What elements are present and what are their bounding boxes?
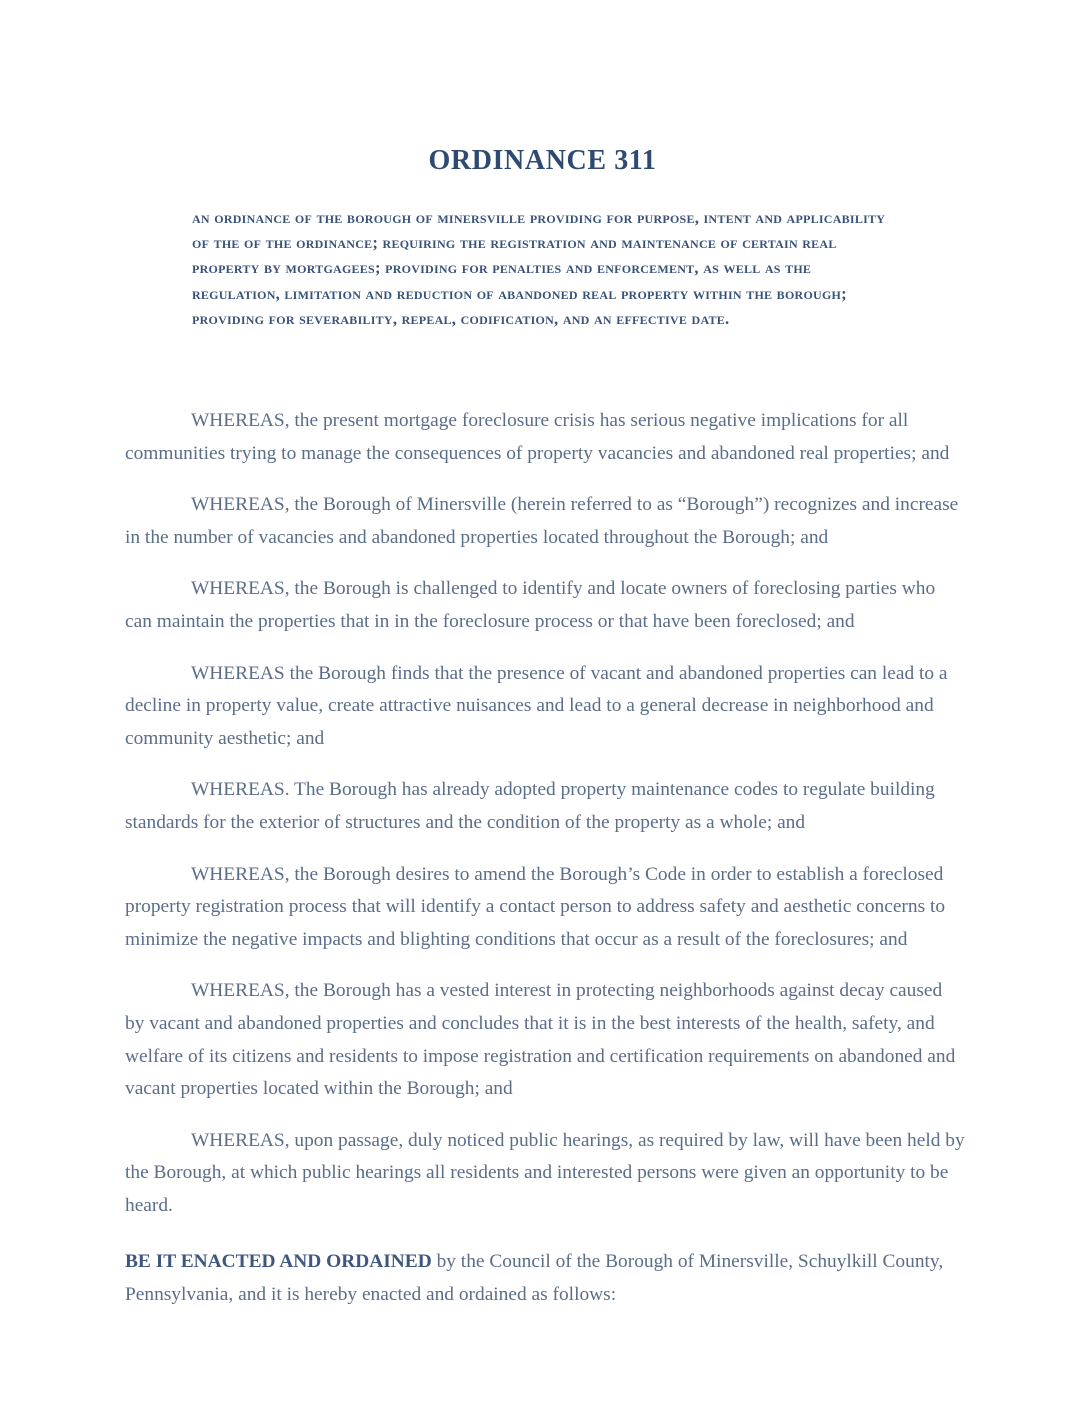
whereas-paragraph-2: WHEREAS, the Borough of Minersville (herein referred to as “Borough”) recognizes and increase in the number of vacancies and abandoned properties located throughout the Borough; and [125, 494, 959, 548]
whereas-paragraph-7: WHEREAS, the Borough has a vested interest in protecting neighborhoods against decay caused by vacant and abandoned properties and concludes that it is in the best interests of the health, safety, and welfare of its citizens and residents to impose registration and certification requirements on abandoned and vacant properties located within the Borough; and [125, 980, 956, 1100]
whereas-paragraph-4: WHEREAS the Borough finds that the presence of vacant and abandoned properties can lead to a decline in property value, create attractive nuisances and lead to a general decrease in neighborhood and community aesthetic; and [125, 662, 948, 749]
whereas-paragraph-6: WHEREAS, the Borough desires to amend the Borough’s Code in order to establish a foreclosed property registration process that will identify a contact person to address safety and aesthetic concerns to minimize the negative impacts and blighting conditions that occur as a result of the foreclosures; and [125, 863, 946, 950]
enactment-lead: BE IT ENACTED AND ORDAINED [125, 1251, 432, 1273]
enactment-clause [125, 1246, 966, 1311]
enactment-text: by the Council of the Borough of Minersville, Schuylkill County, Pennsylvania, and it is hereby enacted and ordained as follows: [125, 1251, 944, 1306]
page-title: ORDINANCE 311 [428, 144, 657, 176]
document-body [125, 405, 966, 1312]
ordinance-preamble: an ordinance of the borough of minersville providing for purpose, intent and applicability of the of the ordinance; requiring the registration and maintenance of certain real property by mortgagees; providing for penalties and enforcement, as well as the regulation, limitation and reduction of abandoned real property within the borough; providing for severability, repeal, codification, and an effective date. [192, 208, 886, 328]
whereas-paragraph-3: WHEREAS, the Borough is challenged to identify and locate owners of foreclosing parties who can maintain the properties that in in the foreclosure process or that have been foreclosed; and [125, 578, 936, 632]
whereas-paragraph-5: WHEREAS. The Borough has already adopted property maintenance codes to regulate building standards for the exterior of structures and the condition of the property as a whole; and [125, 779, 935, 833]
whereas-paragraph-8: WHEREAS, upon passage, duly noticed public hearings, as required by law, will have been held by the Borough, at which public hearings all residents and interested persons were given an opportunity to be heard. [125, 1129, 965, 1216]
whereas-paragraph-1: WHEREAS, the present mortgage foreclosure crisis has serious negative implications for all communities trying to manage the consequences of property vacancies and abandoned real properties; and [125, 410, 950, 464]
